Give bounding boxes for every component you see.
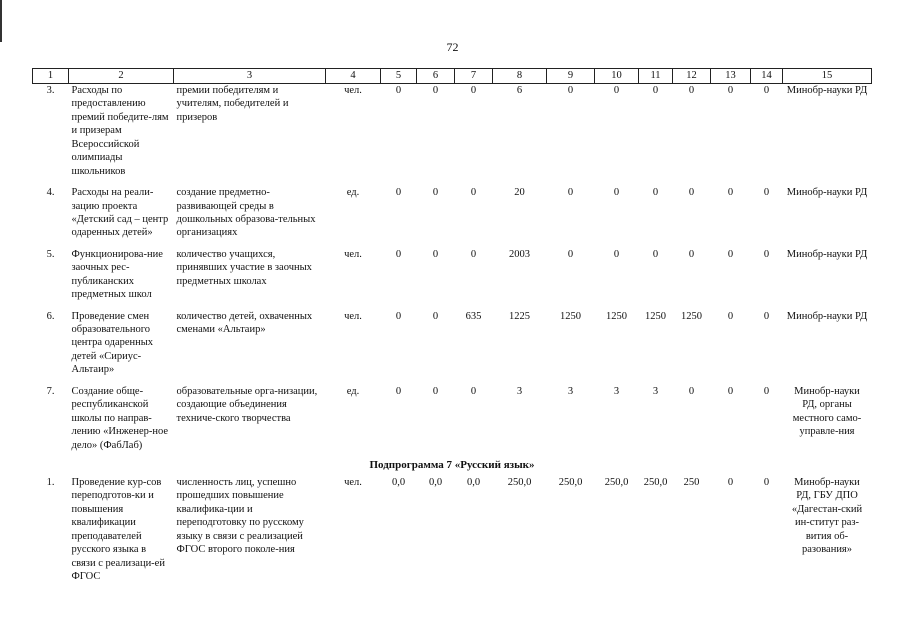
row-number: 1. [46,477,55,489]
column-header: 15 [783,69,872,84]
value-cell: 635 [465,310,482,322]
page-number: 72 [446,40,459,54]
activity-name: Проведение кур-сов переподготов-ки и повышения квалификации преподавателей русского языка в связи с реализаци-ей ФГОС [71,477,165,583]
executor-cell: Минобр-науки РД [786,310,868,322]
value-cell: 0 [395,187,402,199]
header-row [33,69,872,84]
value-cell: 0 [567,85,574,96]
value-cell: 0 [395,310,402,322]
value-cell: 2003 [509,248,530,260]
activity-name: Проведение смен образовательного центра одаренных детей «Сириус-Альтаир» [71,310,154,376]
value-cell: 1250 [560,310,581,322]
value-cell: 3 [613,385,620,397]
column-header: 5 [381,69,417,84]
table-row [33,240,872,302]
column-header: 3 [174,69,326,84]
value-cell: 0 [567,248,574,260]
value-cell: 0 [567,187,574,199]
activity-name: Расходы на реали-зацию проекта «Детский сад – центр одаренных детей» [71,187,169,239]
activity-name: Функционирова-ние заочных рес-публиканских предметных школ [71,248,163,301]
value-cell: 0 [432,85,439,96]
value-cell: 0 [727,477,734,489]
column-header: 8 [493,69,547,84]
column-header: 7 [455,69,493,84]
table-row [33,476,872,584]
indicator-name: образовательные орга-низации, создающие объединения техниче-ского творчества [176,385,318,424]
row-number: 5. [46,248,55,260]
row-number: 7. [46,385,55,397]
value-cell: 20 [514,187,525,199]
value-cell: 1250 [681,310,702,322]
value-cell: 0 [395,248,402,260]
value-cell: 0 [763,248,770,260]
executor-cell: Минобр-науки РД [786,85,868,96]
value-cell: 0 [432,310,439,322]
value-cell: 0 [763,310,770,322]
value-cell: 0 [613,85,620,96]
value-cell: 3 [567,385,574,397]
activity-name: Расходы по предоставлению премий победите-лям и призерам Всероссийской олимпиады школьников [71,85,169,177]
value-cell: 0 [763,85,770,96]
column-header: 9 [547,69,595,84]
value-cell: 0 [432,187,439,199]
value-cell: 0 [727,187,734,199]
column-header: 1 [33,69,69,84]
unit-cell: чел. [344,85,362,96]
column-header: 10 [595,69,639,84]
value-cell: 0 [652,187,659,199]
indicator-name: премии победителям и учителям, победителей и призеров [176,85,289,123]
value-cell: 250,0 [604,477,629,489]
executor-cell: Минобр-науки РД [786,248,868,260]
value-cell: 0 [613,187,620,199]
data-table [32,68,872,584]
value-cell: 0,0 [391,477,406,489]
value-cell: 0 [432,385,439,397]
value-cell: 0 [688,187,695,199]
value-cell: 0 [727,385,734,397]
value-cell: 0 [688,85,695,96]
row-number: 6. [46,310,55,322]
unit-cell: ед. [346,385,360,397]
value-cell: 1250 [606,310,627,322]
value-cell: 250,0 [558,477,583,489]
executor-cell: Минобр-науки РД [786,187,868,199]
subprogram-title: Подпрограмма 7 «Русский язык» [369,458,535,471]
column-header: 11 [639,69,673,84]
value-cell: 0 [470,385,477,397]
value-cell: 1225 [509,310,530,322]
value-cell: 250,0 [507,477,532,489]
value-cell: 0 [395,85,402,96]
table-row [33,84,872,179]
value-cell: 250 [683,477,700,489]
value-cell: 0 [613,248,620,260]
row-number: 4. [46,187,55,199]
unit-cell: ед. [346,187,360,199]
value-cell: 0 [763,187,770,199]
row-number: 3. [46,85,55,96]
table-row [33,377,872,452]
value-cell: 0 [470,187,477,199]
value-cell: 0 [763,385,770,397]
value-cell: 0 [652,85,659,96]
executor-cell: Минобр-науки РД, органы местного само-управле-ния [792,385,862,438]
value-cell: 1250 [645,310,666,322]
column-header: 6 [417,69,455,84]
value-cell: 0 [688,248,695,260]
executor-cell: Минобр-науки РД, ГБУ ДПО «Дагестан-ский ин-ститут раз-вития об-разования» [791,477,863,556]
value-cell: 0 [652,248,659,260]
indicator-name: количество учащихся, принявших участие в заочных предметных школах [176,248,312,287]
value-cell: 0,0 [428,477,443,489]
column-header: 2 [69,69,174,84]
value-cell: 0 [470,248,477,260]
column-header: 12 [673,69,711,84]
indicator-name: количество детей, охваченных сменами «Альтаир» [176,310,313,335]
unit-cell: чел. [344,477,362,489]
value-cell: 0 [432,248,439,260]
subprogram-row [33,452,872,476]
indicator-name: численность лиц, успешно прошедших повышение квалифика-ции и переподготовку по русскому языку в связи с реализацией ФГОС второго поколе-ния [176,477,304,556]
value-cell: 0 [470,85,477,96]
value-cell: 250,0 [643,477,668,489]
table-row [33,302,872,377]
value-cell: 0 [727,310,734,322]
value-cell: 0,0 [466,477,481,489]
value-cell: 0 [688,385,695,397]
column-header: 14 [751,69,783,84]
value-cell: 6 [516,85,523,96]
unit-cell: чел. [344,310,362,322]
left-margin-line [0,0,2,42]
value-cell: 3 [516,385,523,397]
value-cell: 3 [652,385,659,397]
value-cell: 0 [727,248,734,260]
table-row [33,178,872,240]
indicator-name: создание предметно-развивающей среды в дошкольных образова-тельных организациях [176,187,316,239]
value-cell: 0 [395,385,402,397]
value-cell: 0 [727,85,734,96]
column-header: 4 [326,69,381,84]
column-header: 13 [711,69,751,84]
activity-name: Создание обще-республиканской школы по направ-лению «Инженер-ное дело» (ФабЛаб) [71,385,169,451]
value-cell: 0 [763,477,770,489]
unit-cell: чел. [344,248,362,260]
